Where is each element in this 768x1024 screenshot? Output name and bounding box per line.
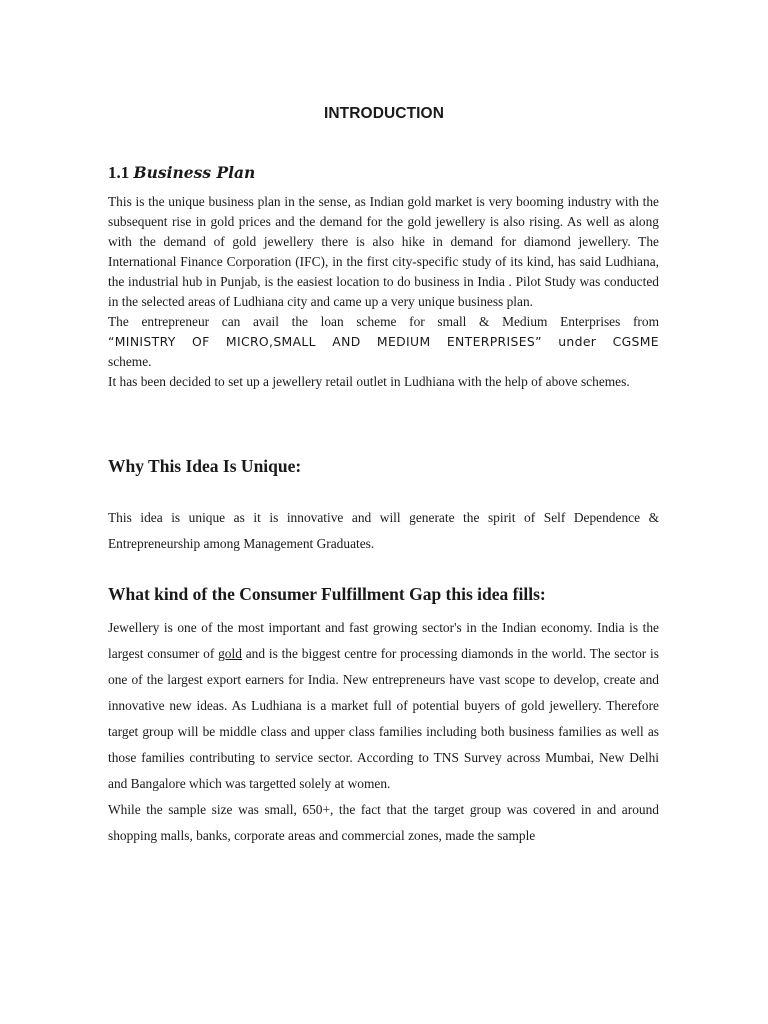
page-title: INTRODUCTION	[323, 105, 445, 122]
gold-link[interactable]: gold	[218, 646, 242, 661]
scheme-text: scheme.	[108, 354, 152, 369]
decision-text: It has been decided to set up a jewellery retail outlet in Ludhiana with the help of above schemes.	[108, 374, 630, 389]
section-heading-unique: Why This Idea Is Unique:	[108, 456, 302, 476]
fulfillment-gap-body	[108, 615, 659, 849]
fulfillment-gap-paragraph	[108, 615, 659, 797]
business-plan-body	[108, 192, 659, 392]
ministry-text: “MINISTRY OF MICRO,SMALL AND MEDIUM ENTERPRISES” under CGSME	[108, 334, 659, 349]
paragraph-text-start: Jewellery is one of the most important and fast growing sector's in the Indian economy. India is the largest consumer of	[108, 620, 659, 661]
business-plan-paragraph: This is the unique business plan in the sense, as Indian gold market is very booming industry with the subsequent rise in gold prices and the demand for the gold jewellery is also rising. As well as along with the demand of gold jewellery there is also hike in demand for diamond jewellery. The International Finance Corporation (IFC), in the first city-specific study of its kind, has said Ludhiana, the industrial hub in Punjab, is the easiest location to do business in India . Pilot Study was conducted in the selected areas of Ludhiana city and came up a very unique business plan.	[108, 194, 659, 309]
loan-scheme-text: The entrepreneur can avail the loan scheme for small & Medium Enterprises from	[108, 314, 659, 329]
sample-size-paragraph: While the sample size was small, 650+, the fact that the target group was covered in and around shopping malls, banks, corporate areas and commercial zones, made the sample	[108, 802, 659, 843]
unique-paragraph: This idea is unique as it is innovative and will generate the spirit of Self Dependence & Entrepreneurship among Management Graduates.	[108, 510, 659, 551]
section-title: Business Plan	[133, 163, 256, 182]
section-heading-business-plan	[108, 163, 255, 183]
section-heading-fulfillment-gap: What kind of the Consumer Fulfillment Gap this idea fills:	[108, 584, 546, 604]
paragraph-text-end: and is the biggest centre for processing diamonds in the world. The sector is one of the largest export earners for India. New entrepreneurs have vast scope to develop, create and innovative new ideas. As Ludhiana is a market full of potential buyers of gold jewellery. Therefore target group will be middle class and upper class families including both business families as well as those families contributing to service sector. According to TNS Survey across Mumbai, New Delhi and Bangalore which was targetted solely at women.	[108, 646, 659, 791]
section-number: 1.1	[108, 163, 130, 182]
